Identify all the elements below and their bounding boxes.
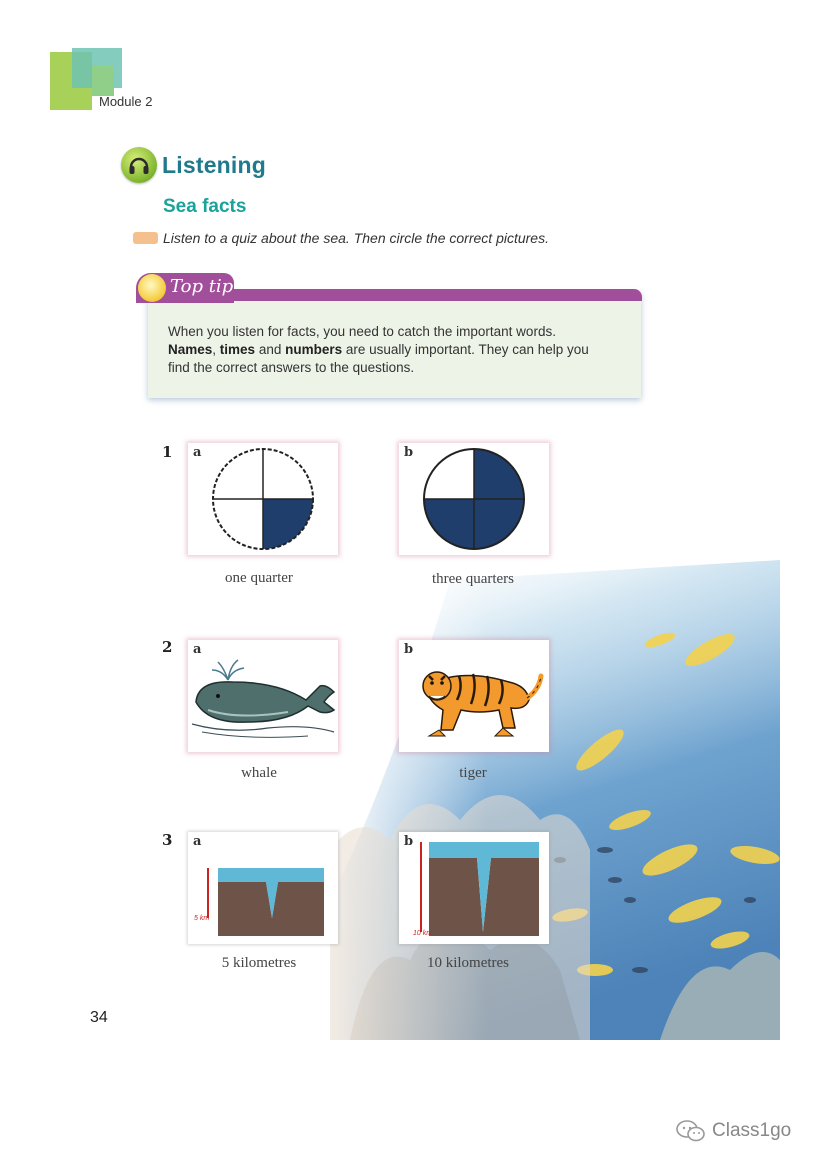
option-letter: b bbox=[404, 445, 414, 460]
watermark bbox=[676, 1120, 791, 1142]
question-2-number: 2 bbox=[162, 638, 173, 656]
top-tip-text bbox=[168, 323, 630, 377]
question-3-option-a-caption: 5 kilometres bbox=[221, 955, 297, 971]
one-quarter-pie-icon bbox=[188, 443, 338, 555]
instruction-text: Listen to a quiz about the sea. Then circle the correct pictures. bbox=[163, 230, 549, 246]
watermark-text: Class1go bbox=[712, 1120, 792, 1142]
three-quarters-pie-icon bbox=[399, 443, 549, 555]
question-3-option-a-card[interactable] bbox=[188, 832, 338, 944]
instruction-marker bbox=[133, 232, 158, 244]
tip-bold-names: Names bbox=[168, 342, 213, 357]
lightbulb-icon bbox=[138, 274, 166, 302]
question-2-option-a-caption: whale bbox=[241, 765, 277, 781]
wechat-icon bbox=[676, 1120, 706, 1142]
headphones-icon bbox=[121, 147, 157, 183]
section-title: Listening bbox=[162, 152, 267, 178]
scale-label-10km: 10 km bbox=[413, 930, 433, 937]
question-3-number: 3 bbox=[162, 831, 173, 849]
question-3-option-b-card[interactable] bbox=[399, 832, 549, 944]
top-tip-bar bbox=[210, 289, 642, 301]
question-2-option-a-card[interactable] bbox=[188, 640, 338, 752]
page-number: 34 bbox=[90, 1009, 108, 1026]
tip-line-3: find the correct answers to the questions. bbox=[168, 360, 415, 375]
question-1-option-a-caption: one quarter bbox=[225, 570, 293, 586]
section-subtitle: Sea facts bbox=[163, 196, 247, 217]
question-1-option-a-card[interactable] bbox=[188, 443, 338, 555]
question-3-option-b-caption: 10 kilometres bbox=[426, 955, 510, 971]
tip-bold-times: times bbox=[219, 342, 256, 357]
top-tip-label: Top tip bbox=[170, 276, 234, 297]
option-letter: b bbox=[404, 642, 414, 657]
question-1-option-b-caption: three quarters bbox=[431, 571, 515, 587]
question-2-option-b-caption: tiger bbox=[459, 765, 487, 781]
tip-line-1: When you listen for facts, you need to catch the important words. bbox=[168, 324, 556, 339]
option-letter: a bbox=[193, 834, 202, 849]
question-1-number: 1 bbox=[162, 443, 173, 461]
option-letter: a bbox=[193, 642, 202, 657]
tip-bold-numbers: numbers bbox=[285, 342, 343, 357]
tiger-icon bbox=[399, 640, 549, 752]
option-letter: a bbox=[193, 445, 202, 460]
tip-line-2: Names, times and numbers are usually important. They can help you bbox=[168, 342, 589, 357]
option-letter: b bbox=[404, 834, 414, 849]
module-label: Module 2 bbox=[99, 94, 153, 109]
ocean-depth-5km-diagram bbox=[188, 832, 338, 944]
whale-icon bbox=[188, 640, 338, 752]
question-1-option-b-card[interactable] bbox=[399, 443, 549, 555]
scale-label-5km: 5 km bbox=[194, 915, 210, 922]
question-2-option-b-card[interactable] bbox=[399, 640, 549, 752]
ocean-depth-10km-diagram bbox=[399, 832, 549, 944]
